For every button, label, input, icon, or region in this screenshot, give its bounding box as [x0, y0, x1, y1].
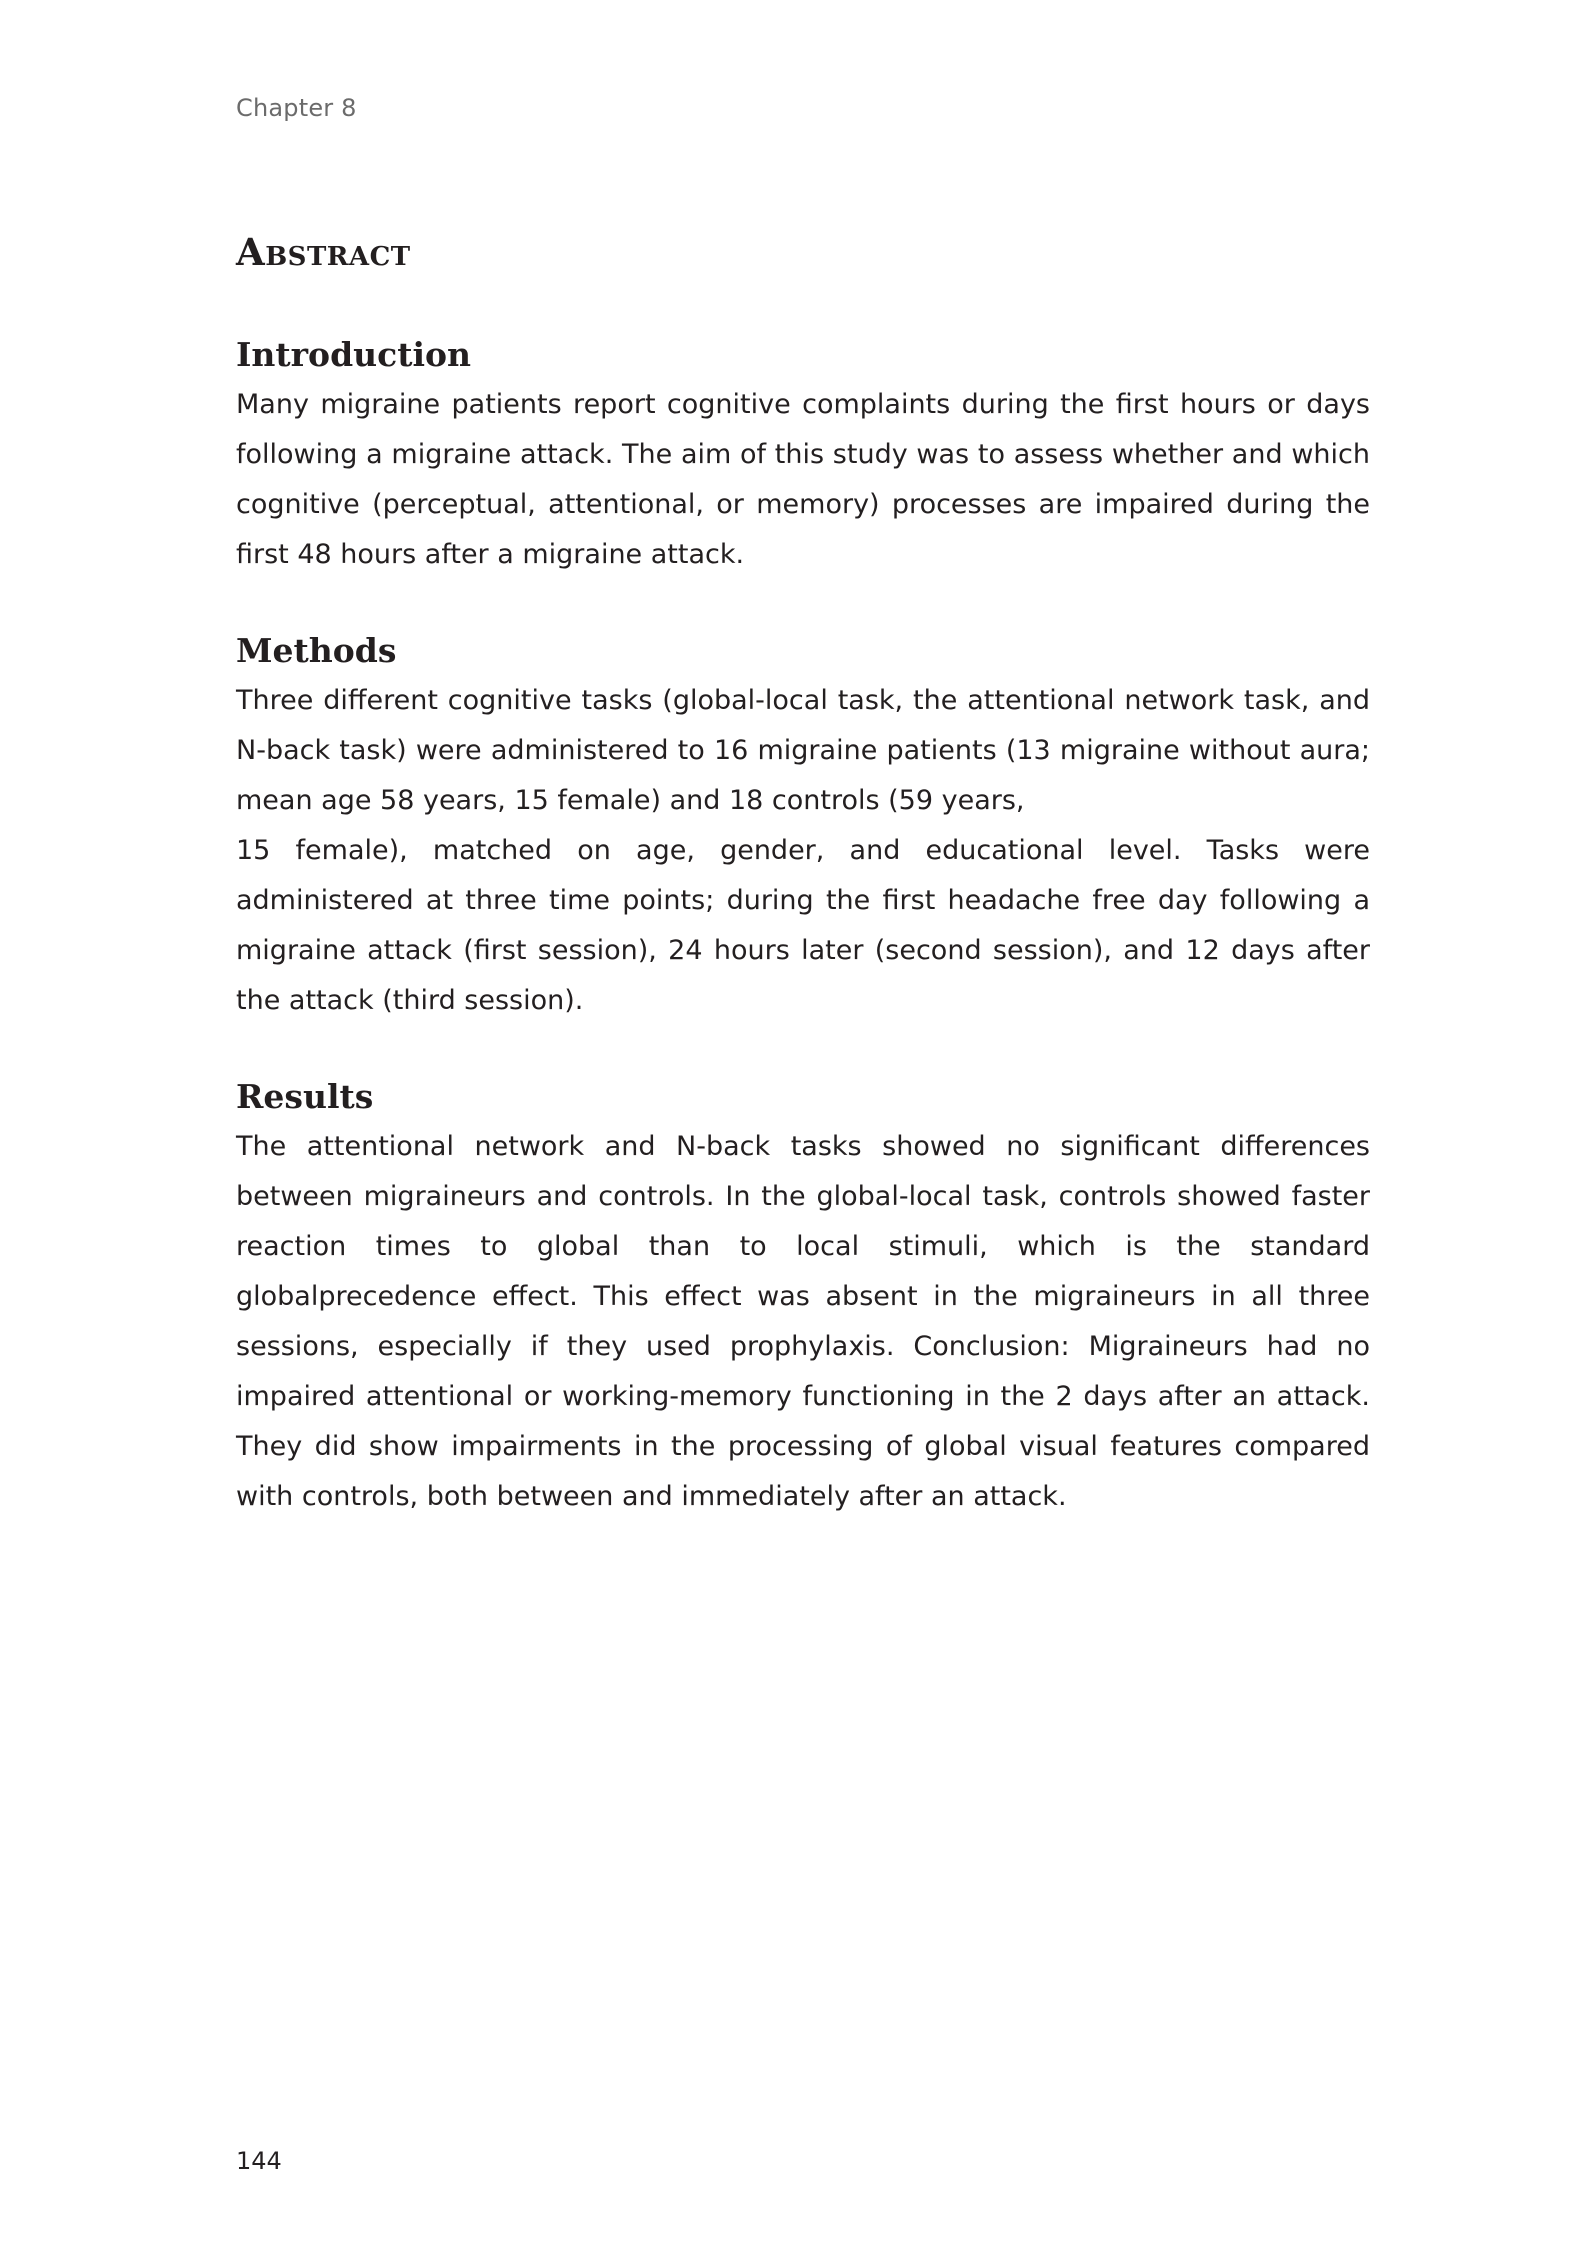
methods-paragraph-part-2: 15 female), matched on age, gender, and educational level. Tasks were administered at three time points; during the first headache free day following a migraine attack (first session), 24 hours later (second session), and 12 days after the attack (third session).	[236, 835, 1370, 1016]
abstract-content	[236, 230, 1370, 1572]
page-number: 144	[236, 2147, 282, 2175]
abstract-title: Abstract	[236, 230, 411, 274]
methods-paragraph-part-1: Three different cognitive tasks (global-local task, the attentional network task, and N-back task) were administered to 16 migraine patients (13 migraine without aura; mean age 58 years, 15 female) and 18 controls (59 years,	[236, 685, 1370, 816]
section-body-introduction: Many migraine patients report cognitive complaints during the first hours or days following a migraine attack. The aim of this study was to assess whether and which cognitive (perceptual, attentional, or memory) processes are impaired during the first 48 hours after a migraine attack.	[236, 389, 1370, 570]
section-body-results: The attentional network and N-back tasks showed no significant differences between migraineurs and controls. In the global-local task, controls showed faster reaction times to global than to local stimuli, which is the standard globalprecedence effect. This effect was absent in the migraineurs in all three sessions, especially if they used prophylaxis. Conclusion: Migraineurs had no impaired attentional or working-memory functioning in the 2 days after an attack. They did show impairments in the processing of global visual features compared with controls, both between and immediately after an attack.	[236, 1131, 1370, 1512]
section-results	[236, 1076, 1370, 1522]
section-heading-results: Results	[236, 1077, 374, 1116]
section-heading-methods: Methods	[236, 631, 397, 670]
section-body-methods	[236, 676, 1370, 1026]
section-heading-introduction: Introduction	[236, 335, 472, 374]
running-header-chapter: Chapter 8	[236, 94, 357, 122]
section-introduction	[236, 334, 1370, 580]
section-methods	[236, 630, 1370, 1026]
